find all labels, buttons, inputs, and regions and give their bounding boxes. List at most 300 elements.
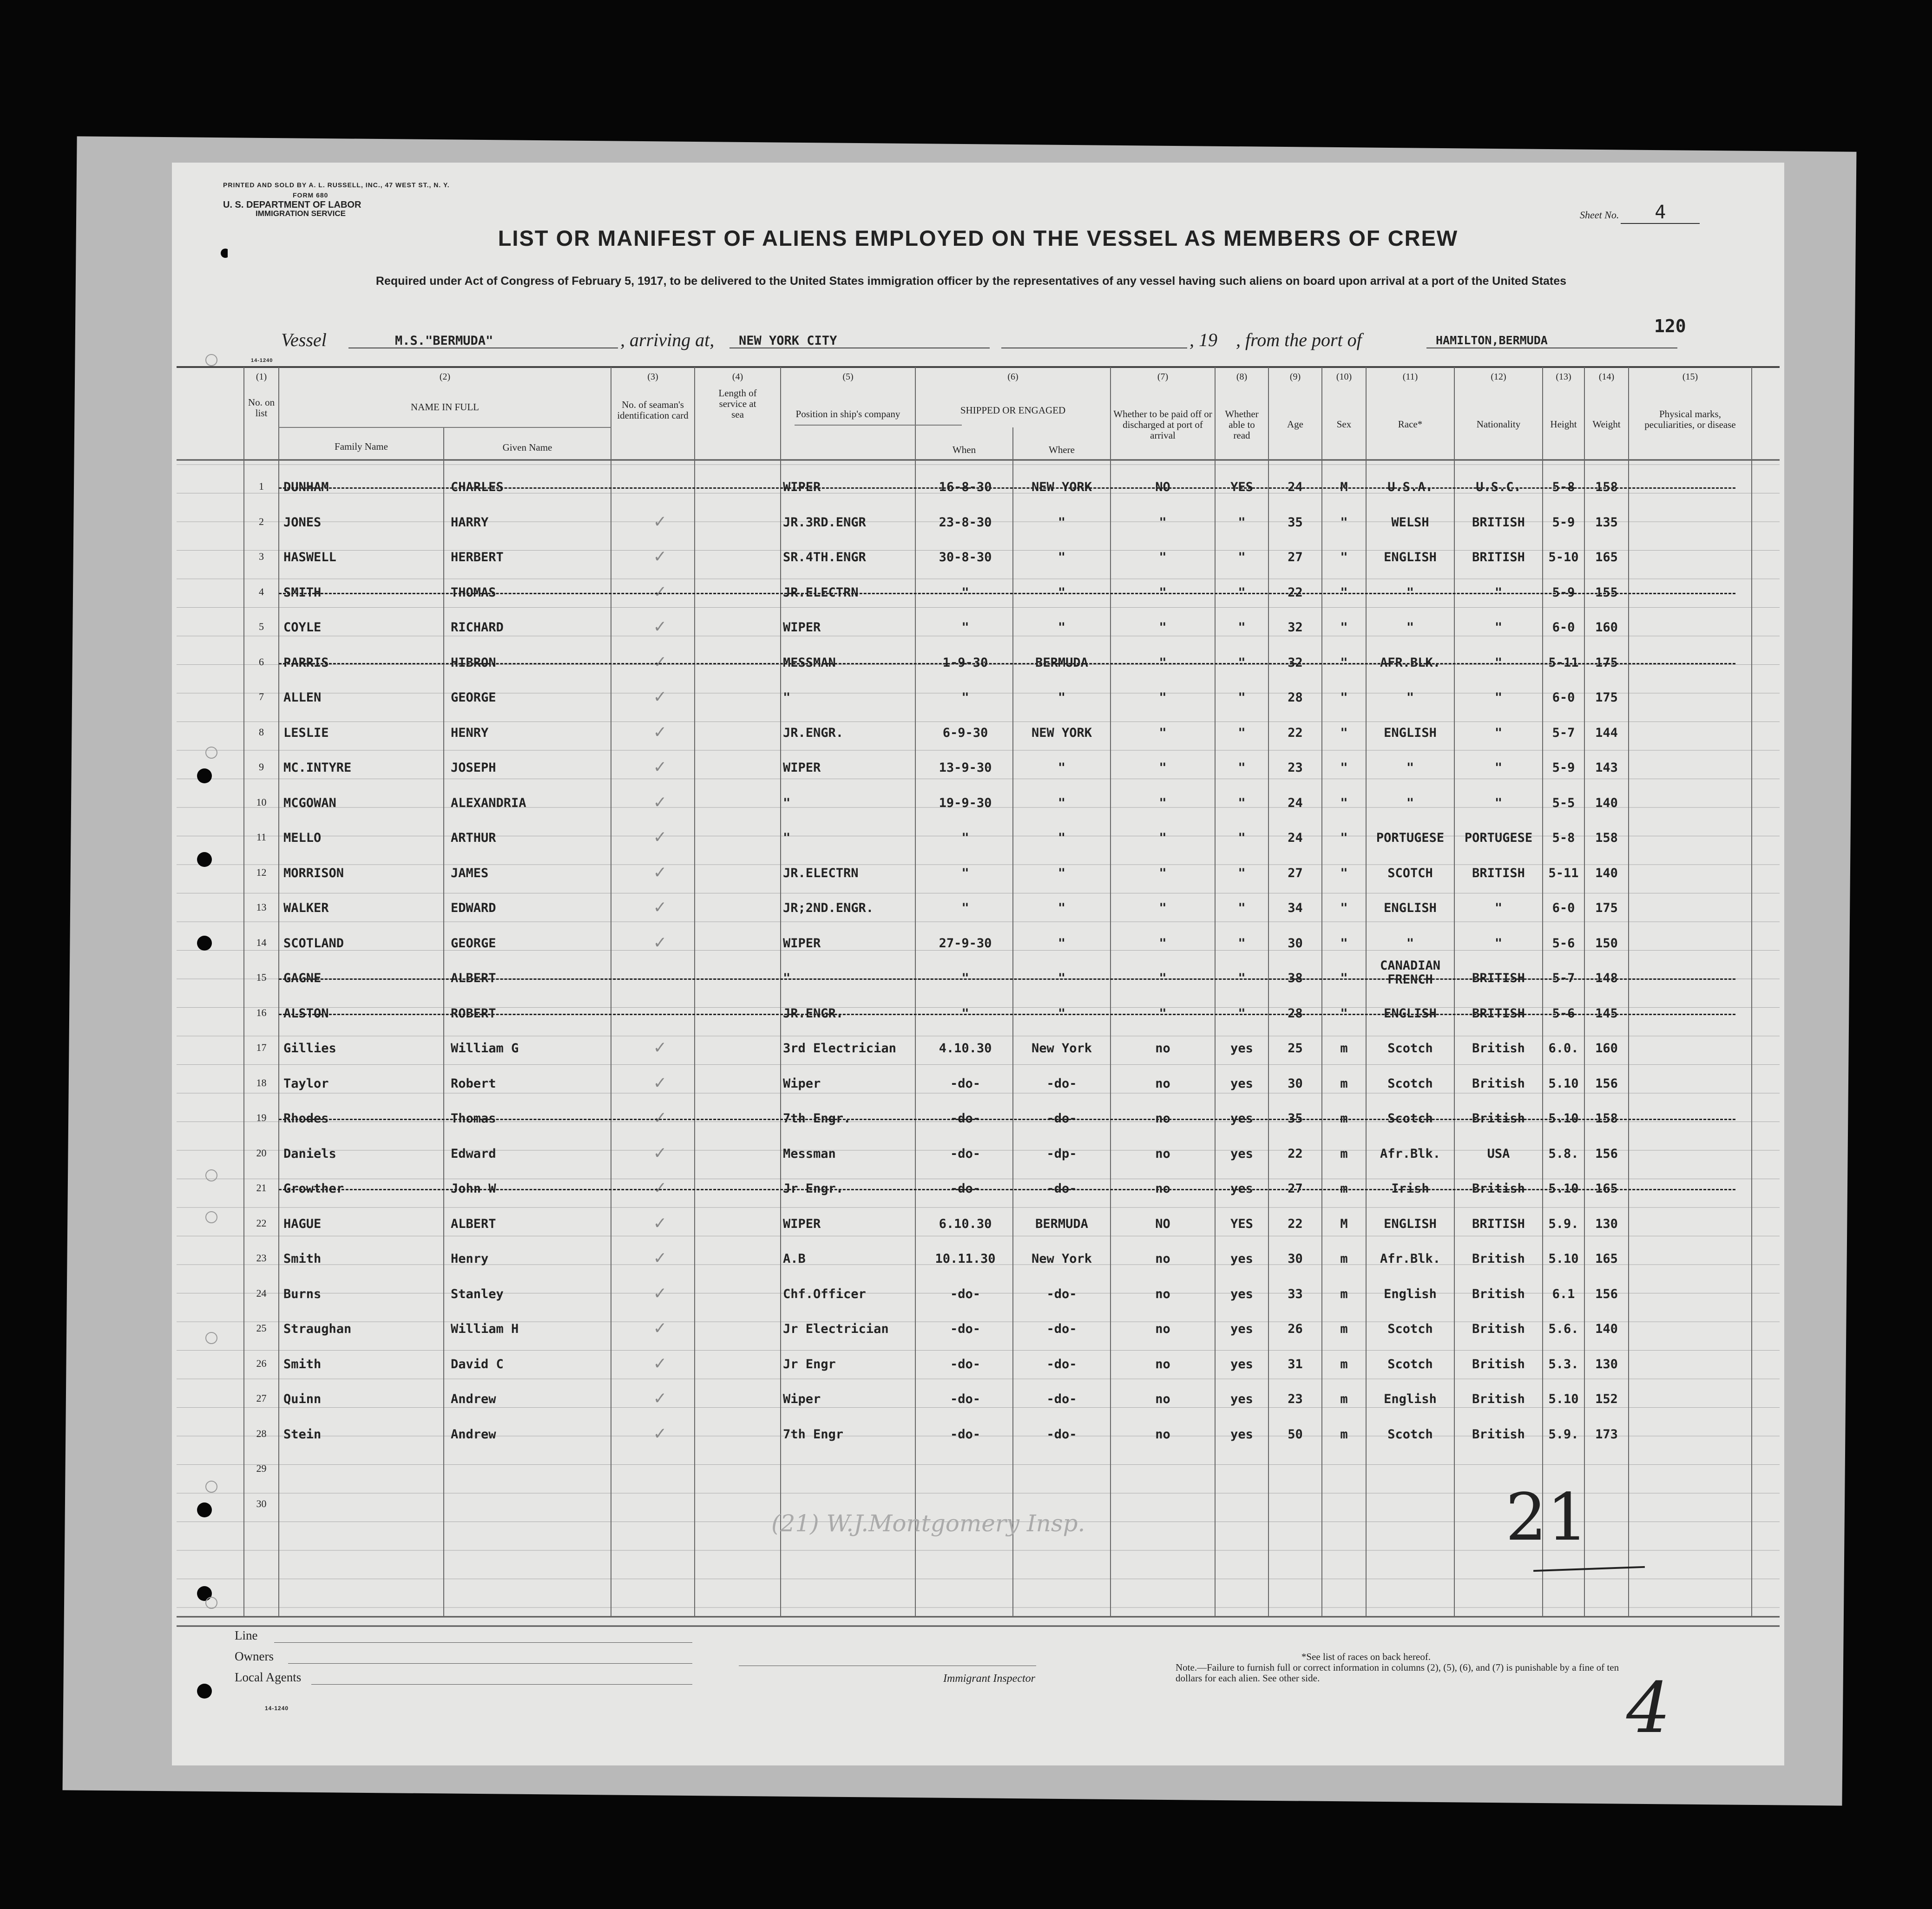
- sex: ": [1340, 971, 1348, 985]
- weight: 156: [1595, 1076, 1618, 1091]
- shipped-where: -do-: [1046, 1392, 1077, 1406]
- given-name: William G: [451, 1041, 519, 1056]
- shipped-where: ": [1058, 795, 1066, 810]
- weight: 158: [1595, 831, 1618, 845]
- position: SR.4TH.ENGR: [783, 550, 866, 564]
- service: IMMIGRATION SERVICE: [256, 209, 346, 218]
- sex: m: [1340, 1076, 1348, 1091]
- row-number: 5: [259, 621, 264, 632]
- height: 5-11: [1548, 655, 1579, 670]
- table-row: [172, 822, 1784, 858]
- nationality: British: [1472, 1076, 1525, 1091]
- binder-holes: [172, 163, 228, 1765]
- col1-number: (1): [256, 372, 267, 382]
- arriving-label: , arriving at,: [620, 329, 715, 350]
- sex: ": [1340, 761, 1348, 775]
- weight: 156: [1595, 1286, 1618, 1301]
- paid-off: ": [1159, 515, 1167, 530]
- weight: 156: [1595, 1146, 1618, 1161]
- able-to-read: ": [1238, 515, 1246, 530]
- paid-off: ": [1159, 936, 1167, 951]
- id-card-check: ✓: [654, 545, 666, 567]
- nationality: ": [1494, 936, 1503, 951]
- sex: ": [1340, 655, 1348, 670]
- shipped-when: -do-: [950, 1076, 981, 1091]
- given-name: GEORGE: [451, 690, 496, 705]
- shipped-where: -do-: [1046, 1357, 1077, 1371]
- id-card-check: ✓: [654, 650, 666, 672]
- paid-off: NO: [1155, 1216, 1170, 1231]
- weight: 140: [1595, 795, 1618, 810]
- age: 24: [1288, 480, 1303, 494]
- strikethrough-line: [279, 1189, 1735, 1190]
- shipped-when: 19-9-30: [939, 795, 992, 810]
- sex: m: [1340, 1041, 1348, 1056]
- col14-header: Weight: [1592, 419, 1621, 430]
- row-number: 3: [259, 551, 264, 562]
- able-to-read: ": [1238, 585, 1246, 600]
- age: 30: [1288, 1252, 1303, 1266]
- shipped-where: -do-: [1046, 1286, 1077, 1301]
- col3-number: (3): [647, 372, 658, 382]
- age: 24: [1288, 795, 1303, 810]
- position: Wiper: [783, 1392, 821, 1406]
- id-card-check: ✓: [654, 1247, 666, 1268]
- col11-header: Race*: [1398, 419, 1423, 430]
- paid-off: no: [1155, 1041, 1170, 1056]
- age: 22: [1288, 725, 1303, 740]
- nationality: British: [1472, 1322, 1525, 1336]
- table-row: [172, 472, 1784, 507]
- col5-header: Position in ship's company: [795, 408, 900, 420]
- weight: 175: [1595, 901, 1618, 915]
- col10-number: (10): [1336, 372, 1352, 382]
- position: WIPER: [783, 761, 821, 775]
- strikethrough-line: [279, 978, 1735, 980]
- page-title: LIST OR MANIFEST OF ALIENS EMPLOYED ON THE VESSEL AS MEMBERS OF CREW: [498, 226, 1459, 250]
- weight: 135: [1595, 515, 1618, 530]
- position: WIPER: [783, 620, 821, 635]
- table-row: [172, 647, 1784, 682]
- id-card-check: ✓: [654, 1177, 666, 1198]
- id-card-check: ✓: [654, 861, 666, 883]
- page-subtitle: Required under Act of Congress of February 5, 1917, to be delivered to the United States immigration officer by the representatives of any vessel having such aliens on board upon arrival at a port of the United States: [375, 275, 1567, 288]
- given-name: JAMES: [451, 866, 489, 880]
- family-name: Smith: [283, 1357, 322, 1371]
- table-row: [172, 1033, 1784, 1068]
- table-row: [172, 1138, 1784, 1174]
- given-name: RICHARD: [451, 620, 504, 635]
- paid-off: ": [1159, 620, 1167, 635]
- row-number: 21: [256, 1182, 267, 1194]
- table-row: [172, 612, 1784, 647]
- shipped-when: ": [961, 585, 969, 600]
- shipped-when: 13-9-30: [939, 761, 992, 775]
- weight: 150: [1595, 936, 1618, 951]
- corner-mark: 4: [1626, 1668, 1671, 1749]
- col14-number: (14): [1598, 372, 1615, 382]
- row-number: 4: [259, 585, 264, 597]
- race: Afr.Blk.: [1380, 1146, 1441, 1161]
- paid-off: no: [1155, 1181, 1170, 1196]
- row-number: 1: [259, 480, 264, 492]
- id-card-check: ✓: [654, 1352, 666, 1374]
- age: 27: [1288, 550, 1303, 564]
- shipped-when: ": [961, 831, 969, 845]
- sheet-number-label: Sheet No.: [1580, 209, 1619, 221]
- shipped-when: ": [961, 971, 969, 985]
- position: Jr Electrician: [783, 1322, 889, 1336]
- weight: 175: [1595, 690, 1618, 705]
- paid-off: ": [1159, 971, 1167, 985]
- weight: 155: [1595, 585, 1618, 600]
- weight: 145: [1595, 1006, 1618, 1021]
- shipped-where: New York: [1031, 1041, 1092, 1056]
- family-name: HAGUE: [283, 1216, 322, 1231]
- col12-number: (12): [1491, 372, 1506, 382]
- able-to-read: yes: [1230, 1427, 1253, 1442]
- sex: ": [1340, 901, 1348, 915]
- weight: 160: [1595, 620, 1618, 635]
- col15-header: Physical marks, peculiarities, or disease: [1644, 408, 1736, 430]
- sex: ": [1340, 831, 1348, 845]
- weight: 173: [1595, 1427, 1618, 1442]
- age: 31: [1288, 1357, 1303, 1371]
- id-card-check: ✓: [654, 686, 666, 707]
- id-card-check: ✓: [654, 896, 666, 918]
- nationality: BRITISH: [1472, 1006, 1525, 1021]
- position: ": [783, 795, 791, 810]
- given-name: Edward: [451, 1146, 496, 1161]
- sex: ": [1340, 690, 1348, 705]
- shipped-where: ": [1058, 866, 1066, 880]
- height: 6.1: [1552, 1286, 1575, 1301]
- shipped-where: ": [1058, 515, 1066, 530]
- able-to-read: yes: [1230, 1076, 1253, 1091]
- shipped-where: -do-: [1046, 1427, 1077, 1442]
- table-row: [172, 1349, 1784, 1384]
- weight: 158: [1595, 1111, 1618, 1126]
- shipped-when: -do-: [950, 1322, 981, 1336]
- able-to-read: yes: [1230, 1111, 1253, 1126]
- table-row: [172, 1384, 1784, 1419]
- nationality: PORTUGESE: [1464, 831, 1533, 845]
- sex: m: [1340, 1286, 1348, 1301]
- height: 5-6: [1552, 1006, 1575, 1021]
- row-number: 8: [259, 726, 264, 738]
- footer-owners-label: Owners: [235, 1649, 274, 1663]
- col2-number: (2): [439, 372, 451, 382]
- given-name: ALEXANDRIA: [451, 795, 526, 810]
- family-name: MORRISON: [283, 866, 344, 880]
- table-row: [172, 787, 1784, 823]
- total-count: 21: [1505, 1480, 1589, 1555]
- given-name: John W: [451, 1181, 496, 1196]
- table-row: [172, 507, 1784, 542]
- family-name: HASWELL: [283, 550, 336, 564]
- fine-note: Note.—Failure to furnish full or correct information in columns (2), (5), (6), and (7) is punishable by a fine of ten dollars for each alien. See other side.: [1176, 1662, 1619, 1684]
- col2-given-header: Given Name: [502, 442, 552, 453]
- position: WIPER: [783, 936, 821, 951]
- nationality: BRITISH: [1472, 1216, 1525, 1231]
- race: SCOTCH: [1387, 866, 1433, 880]
- col13-header: Height: [1550, 419, 1577, 430]
- family-name: DUNHAM: [283, 480, 329, 494]
- race: ENGLISH: [1384, 725, 1437, 740]
- inspector-label: Immigrant Inspector: [943, 1673, 1035, 1685]
- given-name: ALBERT: [451, 971, 496, 985]
- weight: 140: [1595, 866, 1618, 880]
- age: 34: [1288, 901, 1303, 915]
- family-name: Taylor: [283, 1076, 329, 1091]
- height: 5.9.: [1548, 1427, 1579, 1442]
- nationality: ": [1494, 725, 1503, 740]
- race: ENGLISH: [1384, 1006, 1437, 1021]
- race: ENGLISH: [1384, 1216, 1437, 1231]
- table-row: [172, 998, 1784, 1033]
- position: ": [783, 690, 791, 705]
- shipped-when: 10.11.30: [935, 1252, 996, 1266]
- nationality: ": [1494, 585, 1503, 600]
- shipped-when: -do-: [950, 1357, 981, 1371]
- vessel-name: M.S."BERMUDA": [395, 334, 493, 348]
- height: 5.10: [1548, 1252, 1579, 1266]
- department: U. S. DEPARTMENT OF LABOR: [223, 200, 361, 210]
- family-name: Daniels: [283, 1146, 336, 1161]
- age: 32: [1288, 620, 1303, 635]
- position: JR.ELECTRN: [783, 585, 859, 600]
- paid-off: no: [1155, 1427, 1170, 1442]
- manifest-sheet: [172, 163, 1784, 1765]
- nationality: USA: [1487, 1146, 1510, 1161]
- shipped-when: ": [961, 620, 969, 635]
- table-row: [172, 1103, 1784, 1138]
- row-number: 24: [256, 1287, 267, 1299]
- able-to-read: ": [1238, 655, 1246, 670]
- table-row: [172, 752, 1784, 787]
- col7-number: (7): [1157, 372, 1169, 382]
- sex: m: [1340, 1146, 1348, 1161]
- paid-off: ": [1159, 655, 1167, 670]
- table-row: [172, 682, 1784, 717]
- age: 28: [1288, 690, 1303, 705]
- table-row: [172, 858, 1784, 893]
- nationality: ": [1494, 795, 1503, 810]
- nationality: U.S.C.: [1476, 480, 1521, 494]
- able-to-read: YES: [1230, 1216, 1253, 1231]
- given-name: HENRY: [451, 725, 489, 740]
- row-number: 12: [256, 866, 267, 878]
- weight: 144: [1595, 725, 1618, 740]
- col12-header: Nationality: [1476, 419, 1521, 430]
- from-port: HAMILTON,BERMUDA: [1436, 334, 1548, 347]
- row-number: 28: [256, 1427, 267, 1439]
- shipped-when: 30-8-30: [939, 550, 992, 564]
- sex: m: [1340, 1392, 1348, 1406]
- paid-off: no: [1155, 1252, 1170, 1266]
- row-number: 23: [256, 1252, 267, 1264]
- row-number: 9: [259, 761, 264, 773]
- height: 5.10: [1548, 1076, 1579, 1091]
- id-card-check: ✓: [654, 931, 666, 953]
- shipped-when: -do-: [950, 1427, 981, 1442]
- weight: 165: [1595, 1181, 1618, 1196]
- position: JR.3RD.ENGR: [783, 515, 866, 530]
- footer-line-underline: [274, 1642, 692, 1643]
- race: Scotch: [1387, 1322, 1433, 1336]
- shipped-where: ": [1058, 761, 1066, 775]
- shipped-when: ": [961, 901, 969, 915]
- family-name: Burns: [283, 1286, 322, 1301]
- footer-owners-underline: [288, 1663, 692, 1664]
- sex: m: [1340, 1181, 1348, 1196]
- given-name: Andrew: [451, 1427, 496, 1442]
- paid-off: ": [1159, 795, 1167, 810]
- strikethrough-line: [279, 663, 1735, 664]
- race: Scotch: [1387, 1427, 1433, 1442]
- given-name: JOSEPH: [451, 761, 496, 775]
- shipped-where: -do-: [1046, 1181, 1077, 1196]
- race: WELSH: [1391, 515, 1429, 530]
- race: Scotch: [1387, 1357, 1433, 1371]
- family-name: Straughan: [283, 1322, 352, 1336]
- given-name: HIBRON: [451, 655, 496, 670]
- row-number: 30: [256, 1497, 267, 1509]
- race: ": [1406, 585, 1414, 600]
- position: 7th Engr: [783, 1427, 844, 1442]
- age: 22: [1288, 1216, 1303, 1231]
- age: 23: [1288, 761, 1303, 775]
- race: Irish: [1391, 1181, 1429, 1196]
- col8-header: Whether able to read: [1225, 408, 1259, 441]
- age: 22: [1288, 585, 1303, 600]
- age: 25: [1288, 1041, 1303, 1056]
- nationality: BRITISH: [1472, 515, 1525, 530]
- height: 5-7: [1552, 971, 1575, 985]
- paid-off: ": [1159, 725, 1167, 740]
- given-name: David C: [451, 1357, 504, 1371]
- family-name: Smith: [283, 1252, 322, 1266]
- col7-header: Whether to be paid off or discharged at port of arrival: [1113, 408, 1212, 441]
- given-name: Thomas: [451, 1111, 496, 1126]
- nationality: BRITISH: [1472, 550, 1525, 564]
- table-row: [172, 1243, 1784, 1279]
- race: English: [1384, 1286, 1437, 1301]
- able-to-read: yes: [1230, 1286, 1253, 1301]
- col2-family-header: Family Name: [335, 441, 388, 452]
- able-to-read: ": [1238, 550, 1246, 564]
- position: ": [783, 971, 791, 985]
- family-name: ALSTON: [283, 1006, 329, 1021]
- row-number: 2: [259, 515, 264, 527]
- paid-off: NO: [1155, 480, 1170, 494]
- able-to-read: ": [1238, 1006, 1246, 1021]
- table-row: [172, 958, 1784, 998]
- table-row: [172, 1068, 1784, 1103]
- given-name: HERBERT: [451, 550, 504, 564]
- paid-off: no: [1155, 1392, 1170, 1406]
- shipped-when: 6.10.30: [939, 1216, 992, 1231]
- sex: ": [1340, 866, 1348, 880]
- age: 22: [1288, 1146, 1303, 1161]
- table-row: [172, 717, 1784, 753]
- family-name: MCGOWAN: [283, 795, 336, 810]
- nationality: ": [1494, 655, 1503, 670]
- able-to-read: ": [1238, 971, 1246, 985]
- col6-header: SHIPPED OR ENGAGED: [960, 405, 1066, 416]
- weight: 130: [1595, 1216, 1618, 1231]
- able-to-read: yes: [1230, 1322, 1253, 1336]
- col3-header: No. of seaman's identification card: [617, 399, 689, 421]
- race: ENGLISH: [1384, 901, 1437, 915]
- paid-off: ": [1159, 1006, 1167, 1021]
- able-to-read: YES: [1230, 480, 1253, 494]
- given-name: William H: [451, 1322, 519, 1336]
- age: 26: [1288, 1322, 1303, 1336]
- given-name: Robert: [451, 1076, 496, 1091]
- family-name: Gillies: [283, 1041, 336, 1056]
- position: A.B: [783, 1252, 806, 1266]
- id-card-check: ✓: [654, 1107, 666, 1128]
- table-row: [172, 1279, 1784, 1314]
- id-card-check: ✓: [654, 756, 666, 777]
- table-row: [172, 1173, 1784, 1208]
- sex: ": [1340, 515, 1348, 530]
- family-name: GAGNE: [283, 971, 322, 985]
- shipped-where: -dp-: [1046, 1146, 1077, 1161]
- shipped-when: -do-: [950, 1111, 981, 1126]
- shipped-where: ": [1058, 936, 1066, 951]
- shipped-where: ": [1058, 550, 1066, 564]
- family-name: LESLIE: [283, 725, 329, 740]
- height: 5.8.: [1548, 1146, 1579, 1161]
- position: Jr Engr.: [783, 1181, 844, 1196]
- given-name: HARRY: [451, 515, 489, 530]
- sex: M: [1340, 1216, 1348, 1231]
- age: 24: [1288, 831, 1303, 845]
- age: 35: [1288, 1111, 1303, 1126]
- shipped-where: ": [1058, 1006, 1066, 1021]
- race: ": [1406, 620, 1414, 635]
- able-to-read: ": [1238, 725, 1246, 740]
- weight: 175: [1595, 655, 1618, 670]
- row-number: 27: [256, 1392, 267, 1404]
- paid-off: no: [1155, 1357, 1170, 1371]
- strikethrough-line: [279, 1014, 1735, 1015]
- able-to-read: ": [1238, 936, 1246, 951]
- weight: 165: [1595, 550, 1618, 564]
- id-card-check: ✓: [654, 1071, 666, 1093]
- row-number: 11: [256, 831, 267, 843]
- weight: 158: [1595, 480, 1618, 494]
- shipped-where: -do-: [1046, 1111, 1077, 1126]
- sex: m: [1340, 1252, 1348, 1266]
- id-card-check: ✓: [654, 510, 666, 532]
- col6-number: (6): [1007, 372, 1019, 382]
- nationality: British: [1472, 1427, 1525, 1442]
- position: Wiper: [783, 1076, 821, 1091]
- paid-off: ": [1159, 761, 1167, 775]
- sex: ": [1340, 936, 1348, 951]
- able-to-read: yes: [1230, 1357, 1253, 1371]
- age: 23: [1288, 1392, 1303, 1406]
- col5-number: (5): [842, 372, 854, 382]
- position: 3rd Electrician: [783, 1041, 896, 1056]
- table-row: [172, 1313, 1784, 1349]
- shipped-when: 4.10.30: [939, 1041, 992, 1056]
- race: ": [1406, 936, 1414, 951]
- age: 38: [1288, 971, 1303, 985]
